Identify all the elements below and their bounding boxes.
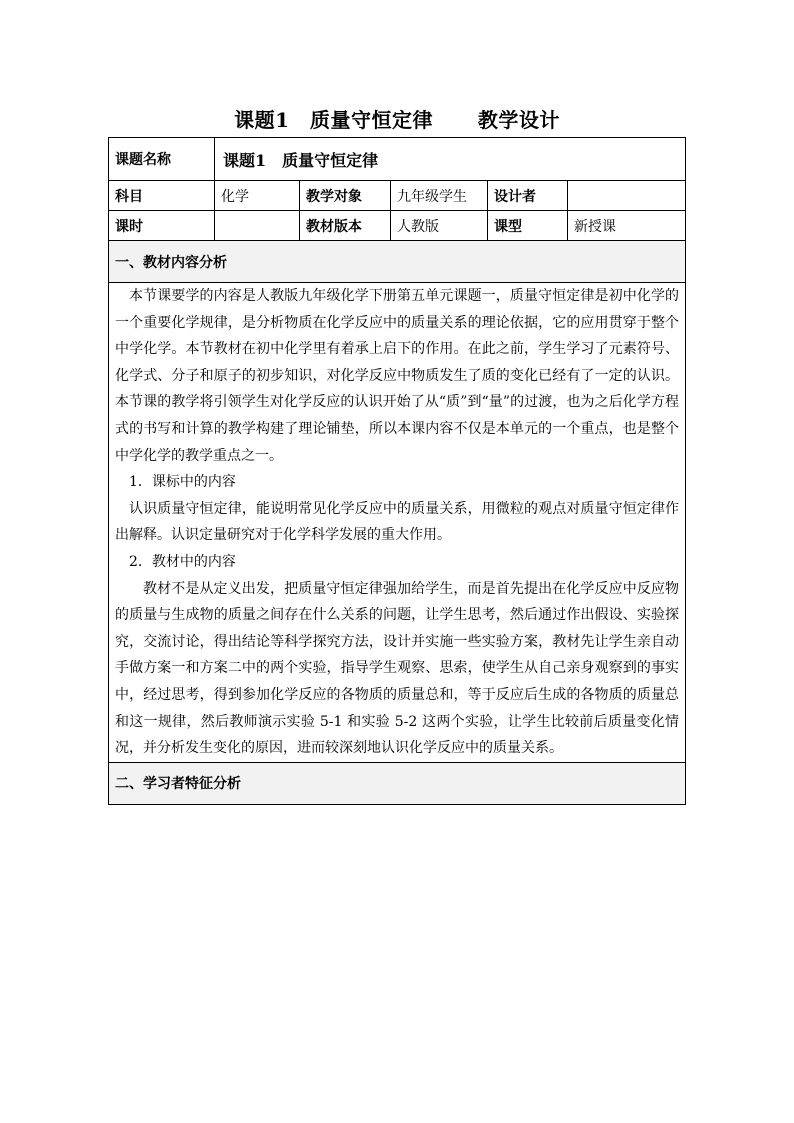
title-main: 课题1 质量守恒定律 xyxy=(234,108,434,132)
hours-value xyxy=(215,211,300,241)
page-title xyxy=(0,104,794,133)
subject-row xyxy=(109,181,686,211)
section-content-row xyxy=(109,283,686,763)
curriculum-paragraph: 认识质量守恒定律，能说明常见化学反应中的质量关系，用微粒的观点对质量守恒定律作出解释。认识定量研究对于化学科学发展的重大作用。 xyxy=(115,500,680,544)
hours-label: 课时 xyxy=(109,211,215,241)
lesson-type-label: 课型 xyxy=(488,211,568,241)
section1-content xyxy=(109,283,686,763)
subject-value: 化学 xyxy=(215,181,300,211)
section1-heading: 一、教材内容分析 xyxy=(109,241,686,283)
section2-heading: 二、学习者特征分析 xyxy=(109,762,686,804)
subheading-textbook: 2．教材中的内容 xyxy=(129,553,236,570)
subject-label: 科目 xyxy=(109,181,215,211)
designer-value xyxy=(568,181,686,211)
textbook-paragraph: 教材不是从定义出发，把质量守恒定律强加给学生，而是首先提出在化学反应中反应物的质量与生成物的质量之间存在什么关系的问题，让学生思考，然后通过作出假设、实验探究，交流讨论，得出结论等科学探究方法，设计并实施一些实验方案，教材先让学生亲自动手做方案一和方案二中的两个实验，指导学生观察、思索，使学生从自己亲身观察到的事实中，经过思考，得到参加化学反应的各物质的质量总和，等于反应后生成的各物质的质量总和这一规律，然后教师演示实验 5-1 和实验 5-2 这两个实验，让学生比较前后质量变化情况，并分析发生变化的原因，进而较深刻地认识化学反应中的质量关系。 xyxy=(115,580,680,757)
section-header-row xyxy=(109,241,686,283)
topic-value: 课题1 质量守恒定律 xyxy=(215,138,686,181)
topic-row xyxy=(109,138,686,181)
title-suffix: 教学设计 xyxy=(477,108,560,132)
audience-value: 九年级学生 xyxy=(391,181,488,211)
section-header-row xyxy=(109,762,686,804)
audience-label: 教学对象 xyxy=(300,181,391,211)
lesson-plan-table xyxy=(108,137,686,805)
designer-label: 设计者 xyxy=(488,181,568,211)
hours-row xyxy=(109,211,686,241)
analysis-paragraph: 本节课要学的内容是人教版九年级化学下册第五单元课题一，质量守恒定律是初中化学的一个重要化学规律，是分析物质在化学反应中的质量关系的理论依据，它的应用贯穿于整个中学化学。本节教材在初中化学里有着承上启下的作用。在此之前，学生学习了元素符号、化学式、分子和原子的初步知识，对化学反应中物质发生了质的变化已经有了一定的认识。本节课的教学将引领学生对化学反应的认识开始了从“质”到“量”的过渡，也为之后化学方程式的书写和计算的教学构建了理论铺垫，所以本课内容不仅是本单元的一个重点，也是整个中学化学的教学重点之一。 xyxy=(115,288,680,464)
edition-label: 教材版本 xyxy=(300,211,391,241)
edition-value: 人教版 xyxy=(391,211,488,241)
topic-label: 课题名称 xyxy=(109,138,215,181)
lesson-type-value: 新授课 xyxy=(568,211,686,241)
subheading-curriculum: 1．课标中的内容 xyxy=(129,474,236,491)
